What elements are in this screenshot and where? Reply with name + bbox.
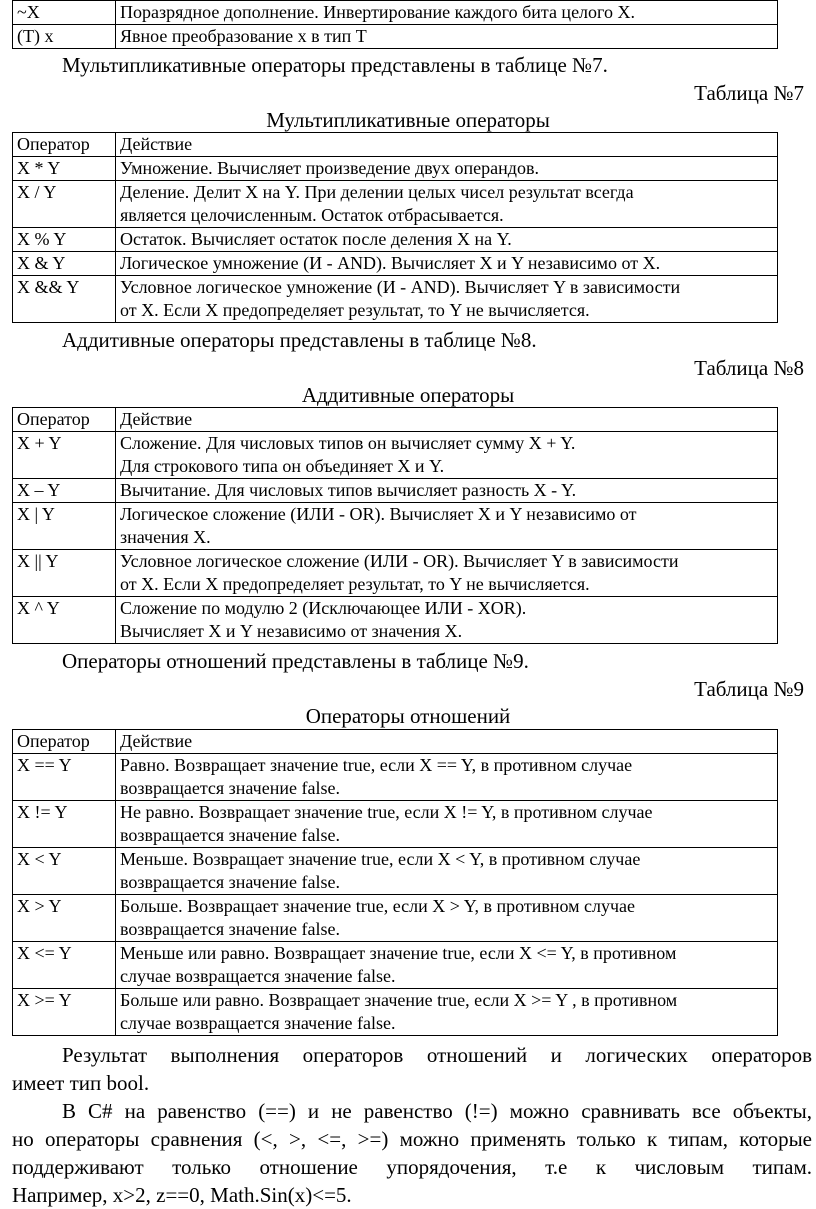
table-row xyxy=(13,157,778,181)
table-header-row xyxy=(13,408,778,432)
section-intro-9: Операторы отношений представлены в таблице №9. xyxy=(62,649,529,673)
table-row xyxy=(13,276,778,323)
table-row xyxy=(13,432,778,479)
paragraph-result-type: Результат выполнения операторов отношений и логических операторов имеет тип bool. xyxy=(12,1043,812,1095)
action-cell: Логическое сложение (ИЛИ - OR). Вычисляет X и Y независимо от значения X. xyxy=(116,503,778,550)
operator-cell: X + Y xyxy=(13,432,116,479)
action-cell: Сложение. Для числовых типов он вычисляет сумму X + Y. Для строкового типа он объединяет X и Y. xyxy=(116,432,778,479)
action-cell: Меньше или равно. Возвращает значение true, если X <= Y, в противном случае возвращается значение false. xyxy=(116,942,778,989)
table-number-8: Таблица №8 xyxy=(694,356,804,380)
header-operator: Оператор xyxy=(13,133,116,157)
operator-cell: X – Y xyxy=(13,479,116,503)
table-row xyxy=(13,479,778,503)
action-cell: Условное логическое сложение (ИЛИ - OR). Вычисляет Y в зависимости от X. Если X предопределяет результат, то Y не вычисляется. xyxy=(116,550,778,597)
table-row xyxy=(13,228,778,252)
section-intro-7: Мультипликативные операторы представлены в таблице №7. xyxy=(62,53,608,77)
operator-cell: X || Y xyxy=(13,550,116,597)
table-row xyxy=(13,597,778,644)
header-action: Действие xyxy=(116,408,778,432)
header-operator: Оператор xyxy=(13,730,116,754)
action-cell: Логическое умножение (И - AND). Вычисляет X и Y независимо от X. xyxy=(116,252,778,276)
operator-cell: X | Y xyxy=(13,503,116,550)
bitwise-operators-table xyxy=(12,0,778,49)
table-header-row xyxy=(13,730,778,754)
action-cell: Деление. Делит X на Y. При делении целых чисел результат всегда является целочисленным. Остаток отбрасывается. xyxy=(116,181,778,228)
operator-cell: X > Y xyxy=(13,895,116,942)
operator-cell: ~X xyxy=(13,1,116,25)
table-title-8: Аддитивные операторы xyxy=(301,383,515,407)
table-row xyxy=(13,942,778,989)
table-row xyxy=(13,989,778,1036)
operator-cell: (T) x xyxy=(13,25,116,49)
operator-cell: X == Y xyxy=(13,754,116,801)
action-cell: Остаток. Вычисляет остаток после деления X на Y. xyxy=(116,228,778,252)
operator-cell: X * Y xyxy=(13,157,116,181)
additive-operators-table xyxy=(12,407,778,644)
action-cell: Сложение по модулю 2 (Исключающее ИЛИ - XOR). Вычисляет X и Y независимо от значения X. xyxy=(116,597,778,644)
table-row xyxy=(13,181,778,228)
table-number-9: Таблица №9 xyxy=(694,677,804,701)
action-cell: Условное логическое умножение (И - AND). Вычисляет Y в зависимости от X. Если X предопределяет результат, то Y не вычисляется. xyxy=(116,276,778,323)
operator-cell: X & Y xyxy=(13,252,116,276)
operator-cell: X % Y xyxy=(13,228,116,252)
table-row xyxy=(13,895,778,942)
table-row xyxy=(13,550,778,597)
table-row xyxy=(13,754,778,801)
table-row xyxy=(13,801,778,848)
table-header-row xyxy=(13,133,778,157)
multiplicative-operators-table xyxy=(12,132,778,323)
operator-cell: X < Y xyxy=(13,848,116,895)
relational-operators-table xyxy=(12,729,778,1036)
action-cell: Вычитание. Для числовых типов вычисляет разность X - Y. xyxy=(116,479,778,503)
header-action: Действие xyxy=(116,730,778,754)
section-intro-8: Аддитивные операторы представлены в таблице №8. xyxy=(62,328,537,352)
header-operator: Оператор xyxy=(13,408,116,432)
action-cell: Не равно. Возвращает значение true, если X != Y, в противном случае возвращается значение false. xyxy=(116,801,778,848)
action-cell: Меньше. Возвращает значение true, если X < Y, в противном случае возвращается значение false. xyxy=(116,848,778,895)
table-row xyxy=(13,1,778,25)
paragraph-comparison: В C# на равенство (==) и не равенство (!=) можно сравнивать все объекты, но операторы сравнения (<, >, <=, >=) можно применять только к типам, которые поддерживают только отношение упорядочения, т.е к числовым типам. Например, x>2, z==0, Math.Sin(x)<=5. xyxy=(12,1099,812,1207)
action-cell: Умножение. Вычисляет произведение двух операндов. xyxy=(116,157,778,181)
action-cell: Поразрядное дополнение. Инвертирование каждого бита целого X. xyxy=(116,1,778,25)
action-cell: Явное преобразование x в тип T xyxy=(116,25,778,49)
table-title-9: Операторы отношений xyxy=(305,704,511,728)
operator-cell: X ^ Y xyxy=(13,597,116,644)
table-row xyxy=(13,252,778,276)
table-row xyxy=(13,503,778,550)
table-row xyxy=(13,25,778,49)
operator-cell: X >= Y xyxy=(13,989,116,1036)
table-number-7: Таблица №7 xyxy=(694,81,804,105)
action-cell: Больше или равно. Возвращает значение true, если X >= Y , в противном случае возвращается значение false. xyxy=(116,989,778,1036)
action-cell: Больше. Возвращает значение true, если X > Y, в противном случае возвращается значение false. xyxy=(116,895,778,942)
operator-cell: X && Y xyxy=(13,276,116,323)
operator-cell: X / Y xyxy=(13,181,116,228)
operator-cell: X <= Y xyxy=(13,942,116,989)
table-row xyxy=(13,848,778,895)
action-cell: Равно. Возвращает значение true, если X == Y, в противном случае возвращается значение false. xyxy=(116,754,778,801)
operator-cell: X != Y xyxy=(13,801,116,848)
header-action: Действие xyxy=(116,133,778,157)
table-title-7: Мультипликативные операторы xyxy=(266,108,550,132)
